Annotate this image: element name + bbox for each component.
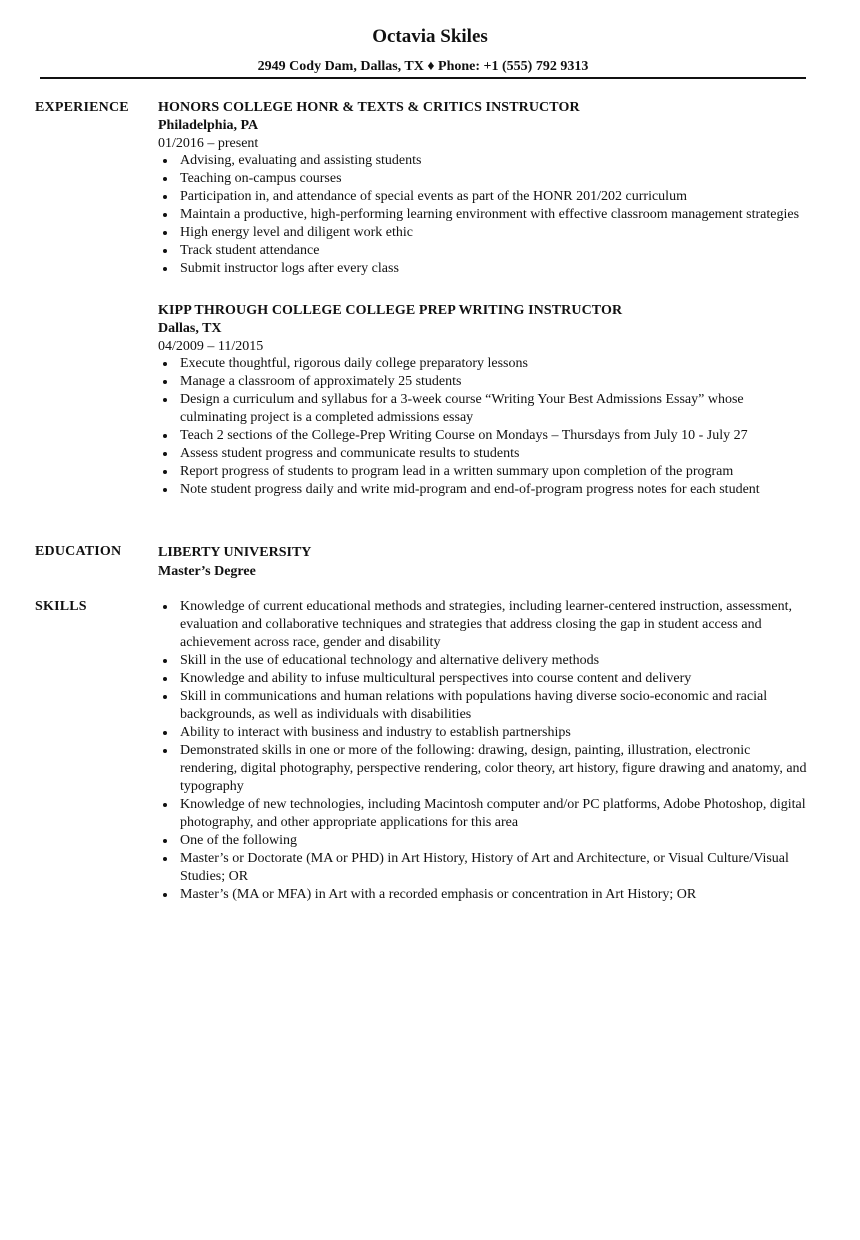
job-title: HONORS COLLEGE HONR & TEXTS & CRITICS INSTRUCTOR [158,100,580,115]
list-item [158,652,808,670]
list-item [158,670,808,688]
bullet-icon [163,398,167,402]
list-item-text: Master’s (MA or MFA) in Art with a recorded emphasis or concentration in Art History; OR [180,887,697,902]
school-name: LIBERTY UNIVERSITY [158,545,312,560]
bullet-icon [163,380,167,384]
list-item [158,481,808,499]
list-item-text: Ability to interact with business and industry to establish partnerships [180,725,571,740]
bullet-icon [163,159,167,163]
list-item-text: Participation in, and attendance of special events as part of the HONR 201/202 curriculum [180,189,687,204]
list-item [158,463,808,481]
list-item [158,170,808,188]
list-item [158,598,808,652]
list-item-text: Knowledge of new technologies, including Macintosh computer and/or PC platforms, Adobe Photoshop, digital photography, and other appropriate applications for this area [180,797,806,830]
job-location: Philadelphia, PA [158,118,259,133]
bullet-icon [163,213,167,217]
job-duties-list [158,152,808,278]
bullet-icon [163,659,167,663]
education-heading: EDUCATION [35,544,122,559]
list-item [158,242,808,260]
list-item [158,224,808,242]
experience-heading: EXPERIENCE [35,100,129,115]
bullet-icon [163,803,167,807]
bullet-icon [163,839,167,843]
job-dates: 01/2016 – present [158,136,259,151]
bullet-icon [163,695,167,699]
list-item-text: Maintain a productive, high-performing learning environment with effective classroom management strategies [180,207,800,222]
list-item-text: One of the following [180,833,298,848]
job-location: Dallas, TX [158,321,222,336]
list-item [158,796,808,832]
list-item-text: Advising, evaluating and assisting students [180,153,422,168]
job-entry [158,302,808,499]
bullet-icon [163,452,167,456]
list-item-text: High energy level and diligent work ethic [180,225,414,240]
skills-list [158,598,808,904]
list-item [158,445,808,463]
bullet-icon [163,605,167,609]
list-item-text: Skill in the use of educational technology and alternative delivery methods [180,653,600,668]
list-item-text: Master’s or Doctorate (MA or PHD) in Art History, History of Art and Architecture, or Visual Culture/Visual Studies; OR [180,851,789,884]
list-item-text: Track student attendance [180,243,320,258]
list-item [158,152,808,170]
list-item [158,206,808,224]
candidate-name: Octavia Skiles [372,26,488,47]
bullet-icon [163,731,167,735]
job-duties-list [158,355,808,499]
bullet-icon [163,749,167,753]
bullet-icon [163,249,167,253]
list-item-text: Note student progress daily and write mid-program and end-of-program progress notes for each student [180,482,760,497]
list-item [158,832,808,850]
list-item [158,688,808,724]
bullet-icon [163,677,167,681]
bullet-icon [163,267,167,271]
job-entry [158,99,808,278]
list-item [158,850,808,886]
bullet-icon [163,177,167,181]
list-item-text: Design a curriculum and syllabus for a 3-week course “Writing Your Best Admissions Essay” whose culminating project is a completed admissions essay [180,392,744,425]
header-divider [40,77,806,79]
list-item-text: Assess student progress and communicate results to students [180,446,520,461]
list-item [158,373,808,391]
list-item [158,886,808,904]
list-item [158,391,808,427]
skills-heading: SKILLS [35,599,87,614]
bullet-icon [163,231,167,235]
bullet-icon [163,362,167,366]
degree-name: Master’s Degree [158,564,256,579]
bullet-icon [163,434,167,438]
job-dates: 04/2009 – 11/2015 [158,339,264,354]
skills-body [158,598,808,904]
bullet-icon [163,195,167,199]
list-item-text: Report progress of students to program lead in a written summary upon completion of the program [180,464,734,479]
bullet-icon [163,488,167,492]
list-item-text: Teaching on-campus courses [180,171,342,186]
list-item [158,427,808,445]
list-item-text: Submit instructor logs after every class [180,261,399,276]
list-item [158,742,808,796]
list-item [158,188,808,206]
job-title: KIPP THROUGH COLLEGE COLLEGE PREP WRITING INSTRUCTOR [158,303,623,318]
list-item-text: Teach 2 sections of the College-Prep Writing Course on Mondays – Thursdays from July 10 - July 27 [180,428,748,443]
list-item-text: Demonstrated skills in one or more of the following: drawing, design, painting, illustration, electronic rendering, digital photography, perspective rendering, color theory, art history, figure drawing and anatomy, and typography [180,743,807,794]
list-item-text: Knowledge and ability to infuse multicultural perspectives into course content and delivery [180,671,692,686]
contact-line: 2949 Cody Dam, Dallas, TX ♦ Phone: +1 (555) 792 9313 [257,59,589,74]
list-item [158,724,808,742]
bullet-icon [163,470,167,474]
list-item-text: Knowledge of current educational methods and strategies, including learner-centered instruction, assessment, evaluation and collaborative techniques and strategies that address closing the gap in student access and achievement across race, gender and disability [180,599,793,650]
experience-body [158,99,808,523]
list-item-text: Manage a classroom of approximately 25 students [180,374,462,389]
list-item [158,260,808,278]
bullet-icon [163,893,167,897]
education-body [158,543,808,581]
list-item-text: Execute thoughtful, rigorous daily college preparatory lessons [180,356,528,371]
list-item [158,355,808,373]
bullet-icon [163,857,167,861]
list-item-text: Skill in communications and human relations with populations having diverse socio-economic and racial backgrounds, as well as individuals with disabilities [180,689,768,722]
